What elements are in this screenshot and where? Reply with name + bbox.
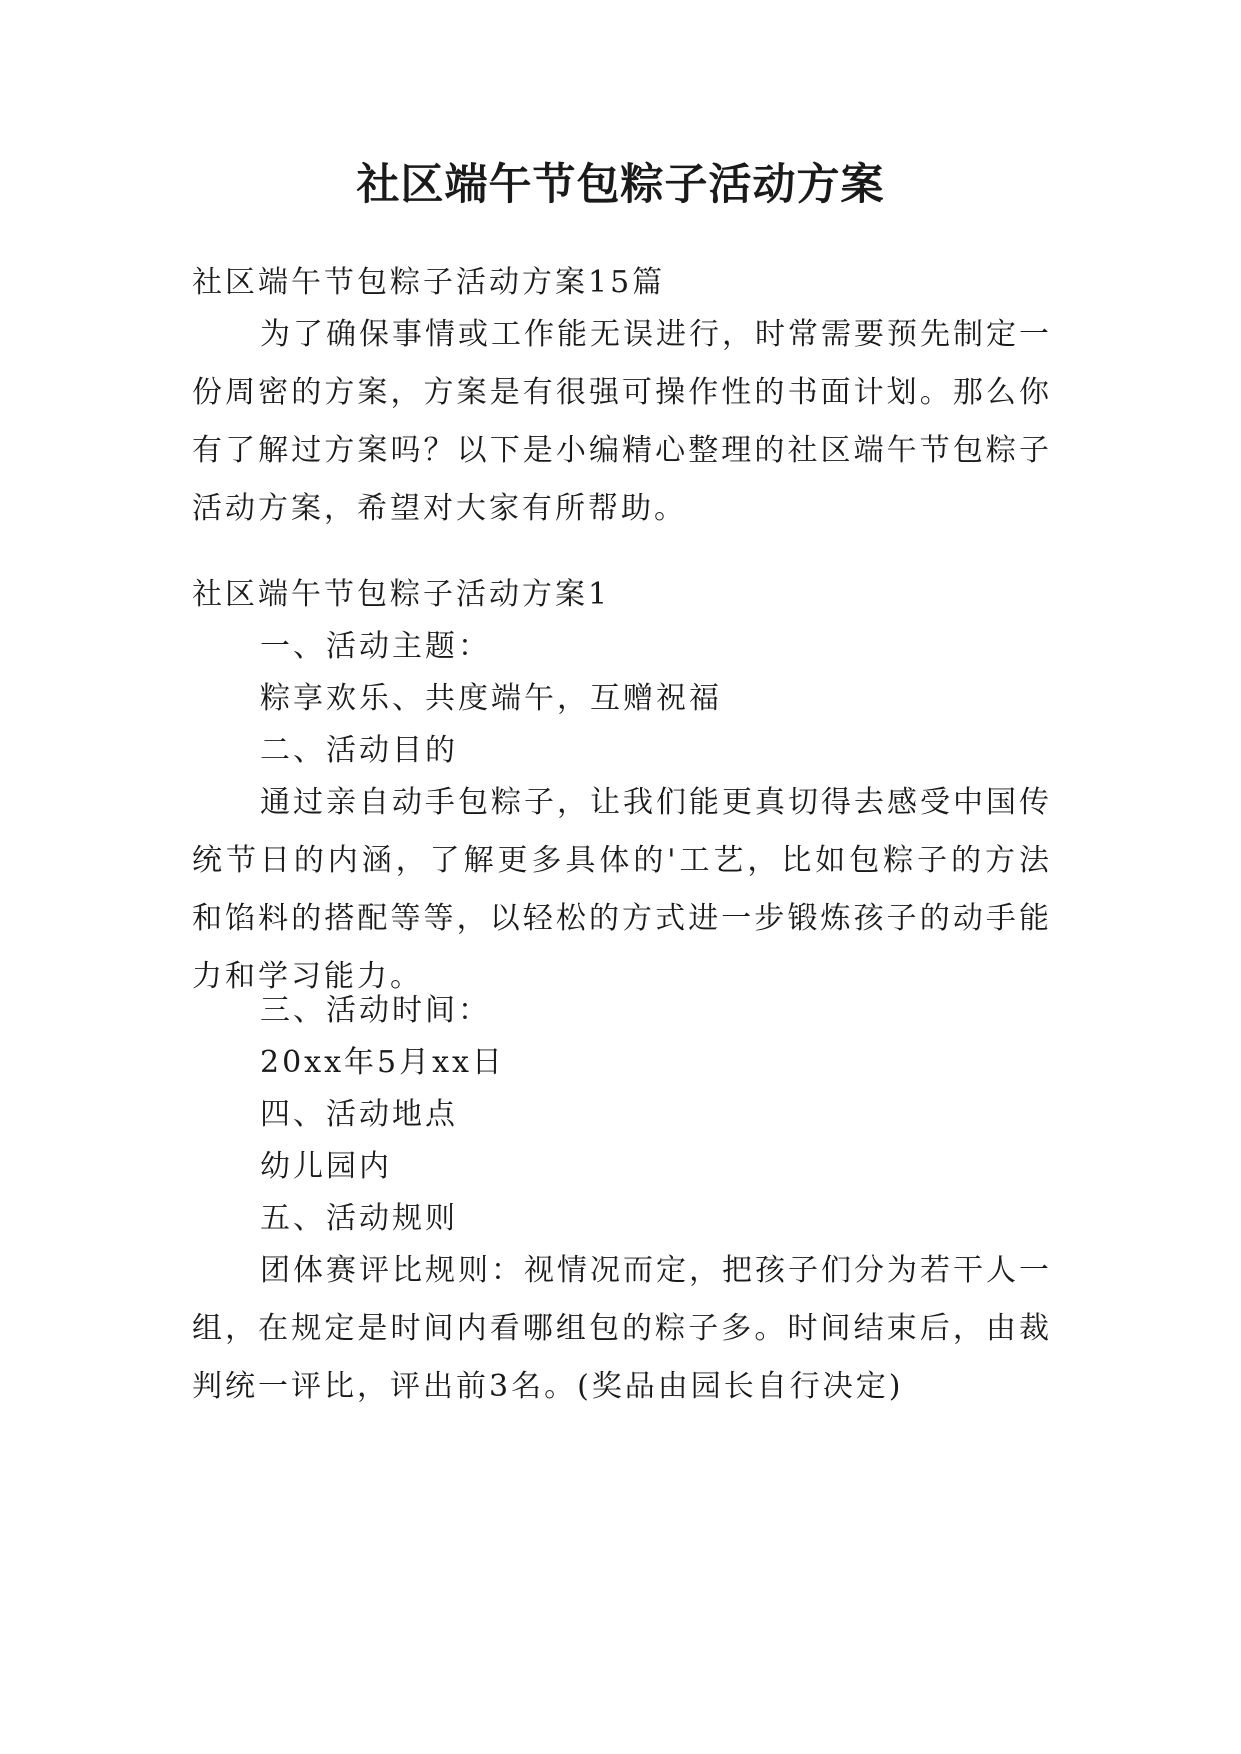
theme-label: 一、活动主题： bbox=[260, 629, 491, 664]
section-heading: 社区端午节包粽子活动方案1 bbox=[192, 577, 611, 612]
rules-paragraph: 团体赛评比规则：视情况而定，把孩子们分为若干人一组，在规定是时间内看哪组包的粽子多。时间结束后，由裁判统一评比，评出前3名。(奖品由园长自行决定) bbox=[192, 1253, 1052, 1404]
location-value: 幼儿园内 bbox=[260, 1149, 392, 1184]
document-subtitle: 社区端午节包粽子活动方案15篇 bbox=[192, 265, 666, 300]
intro-paragraph: 为了确保事情或工作能无误进行，时常需要预先制定一份周密的方案，方案是有很强可操作性的书面计划。那么你有了解过方案吗？以下是小编精心整理的社区端午节包粽子活动方案，希望对大家有所帮助。 bbox=[192, 317, 1052, 526]
document-title: 社区端午节包粽子活动方案 bbox=[356, 160, 885, 210]
location-label: 四、活动地点 bbox=[260, 1097, 458, 1132]
time-value: 20xx年5月xx日 bbox=[260, 1045, 505, 1080]
theme-value: 粽享欢乐、共度端午，互赠祝福 bbox=[260, 681, 722, 716]
purpose-paragraph: 通过亲自动手包粽子，让我们能更真切得去感受中国传统节日的内涵，了解更多具体的'工艺，比如包粽子的方法和馅料的搭配等等，以轻松的方式进一步锻炼孩子的动手能力和学习能力。 bbox=[192, 785, 1052, 994]
rules-label: 五、活动规则 bbox=[260, 1201, 458, 1236]
purpose-label: 二、活动目的 bbox=[260, 733, 458, 768]
time-label: 三、活动时间： bbox=[260, 993, 491, 1028]
